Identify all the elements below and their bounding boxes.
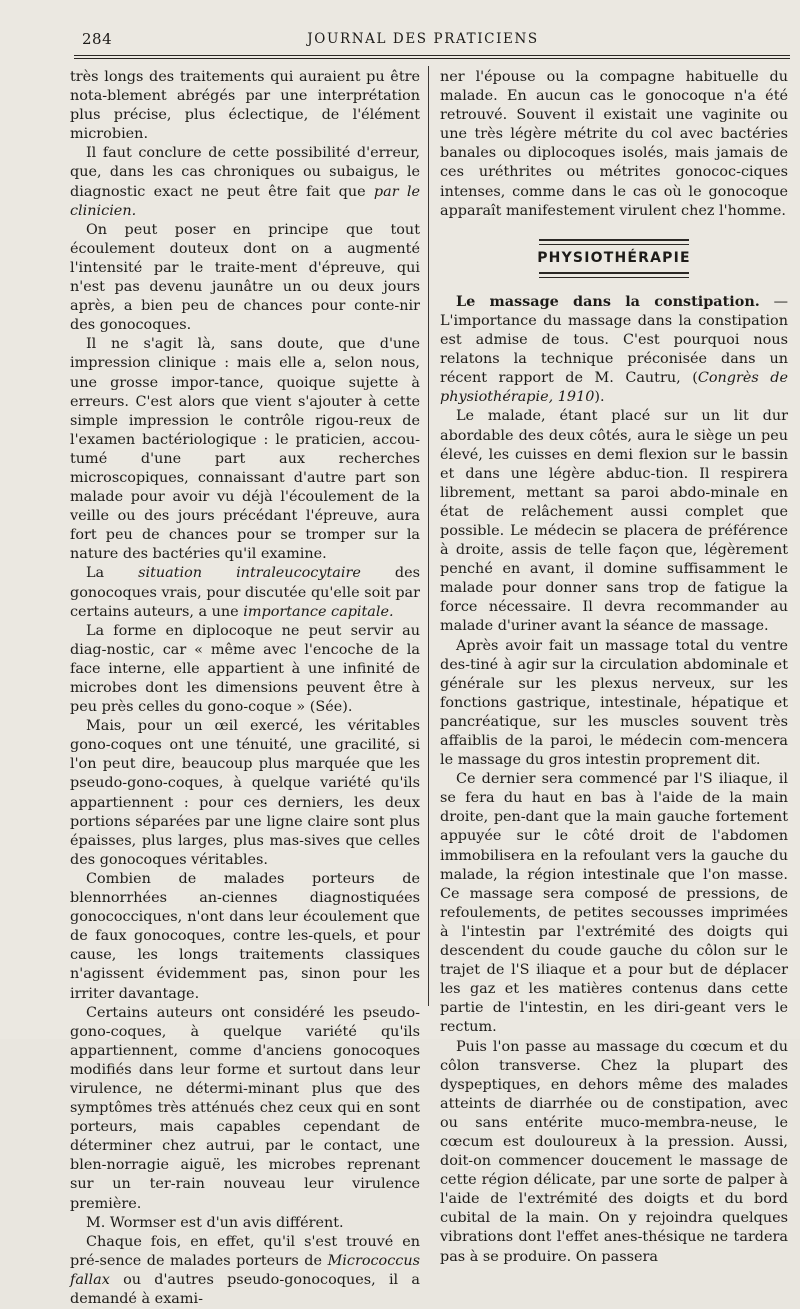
- italic-text: Congrès de physiothérapie, 1910: [440, 370, 788, 406]
- left-column: [70, 68, 420, 1309]
- paragraph: Après avoir fait un massage total du ventre des-tiné à agir sur la circulation abdominale et générale sur les plexus nerveux, sur les fonctions gastrique, intestinale, hépatique et pancréatique, sur les muscles souvent très affaiblis de la paroi, le médecin com-mencera le massage du gros intestin proprement dit.: [440, 637, 788, 769]
- paragraph: Ce dernier sera commencé par l'S iliaque, il se fera du haut en bas à l'aide de la main droite, pen-dant que la main gauche fortement appuyée sur le côté droit de l'abdomen immobilisera en la refoulant vers la gauche du malade, la région intestinale que l'on masse. Ce massage sera composé de pressions, de refoulements, de petites secousses imprimées à l'intestin par l'extrémité des doigts qui descendent du coude gauche du côlon sur le trajet de l'S iliaque et a pour but de déplacer les gaz et les matières contenus dans cette partie de l'intestin, en les diri-geant vers le rectum.: [440, 771, 788, 1036]
- paragraph: Combien de malades porteurs de blennorrhées an-ciennes diagnostiquées gonococciques, n'ont dans leur écoulement que de faux gonocoques, contre les-quels, et pour cause, les longs traitements classiques n'agissent évidemment pas, sinon pour les irriter davantage.: [70, 870, 420, 1002]
- text-run: — L'importance du massage dans la constipation est admise de tous. C'est pourquoi nous relatons la technique préconisée dans un récent rapport de M. Cautru, (: [440, 293, 789, 387]
- paragraph: [70, 144, 420, 220]
- right-column: [440, 68, 788, 1267]
- paragraph: ner l'épouse ou la compagne habituelle du malade. En aucun cas le gonocoque n'a été retrouvé. Souvent il existait une vaginite ou une très légère métrite du col avec bactéries banales ou diplocoques isolés, mais jamais de ces uréthrites ou métrites gonococ-ciques intenses, comme dans le cas où le gonocoque apparaît manifestement virulent chez l'homme.: [440, 69, 788, 219]
- italic-text: Micrococcus fallax: [70, 1252, 420, 1288]
- italic-text: situation intraleucocytaire: [138, 565, 361, 582]
- section-heading: [440, 239, 788, 278]
- heading-rule-bottom: [539, 272, 689, 278]
- paragraph: Certains auteurs ont considéré les pseudo-gono-coques, à quelque variété qu'ils appartiennent, comme d'anciens gonocoques modifiés dans leur forme et surtout dans leur virulence, ne détermi-minant plus que des symptômes très atténués chez ceux qui en sont porteurs, mais capables cependant de déterminer chez autrui, par le contact, une blen-norragie aiguë, les microbes reprenant sur un ter-rain nouveau leur virulence première.: [70, 1004, 420, 1212]
- running-head: JOURNAL DES PRATICIENS: [307, 31, 539, 47]
- paragraph: Puis l'on passe au massage du cœcum et du côlon transverse. Chez la plupart des dyspeptiques, en dehors même des malades atteints de diarrhée ou de constipation, avec ou sans entérite muco-membra-neuse, le cœcum est douloureux à la pression. Aussi, doit-on commencer doucement le massage de cette région délicate, par une sorte de palper à l'aide de l'extrémité des doigts et du bord cubital de la main. On y rejoindra quelques vibrations dont l'effet anes-thésique ne tardera pas à se produire. On passera: [440, 1038, 788, 1265]
- text-run: des gonocoques vrais, pour discutée qu'elle soit par certains auteurs, a une: [70, 565, 420, 620]
- italic-text: par le clinicien.: [70, 183, 420, 219]
- paragraph: M. Wormser est d'un avis différent.: [86, 1214, 344, 1231]
- paragraph: [70, 564, 420, 621]
- text-run: La: [86, 565, 139, 582]
- text-run: ).: [594, 389, 605, 406]
- page-number: 284: [82, 30, 113, 48]
- paragraph: Le malade, étant placé sur un lit dur abordable des deux côtés, aura le siège un peu élevé, les cuisses en demi flexion sur le bassin et dans une légère abduc-tion. Il respirera librement, mettant sa paroi abdo-minale en état de relâchement aussi complet que possible. Le médecin se placera de préférence à droite, assis de telle façon que, légèrement penché en avant, il domine suffisamment le malade pour donner sans trop de fatigue la force nécessaire. Il devra recommander au malade d'uriner avant la séance de massage.: [440, 408, 788, 635]
- text-run: Chaque fois, en effet, qu'il s'est trouvé en pré-sence de malades porteurs de: [70, 1233, 420, 1269]
- article-lead: Le massage dans la constipation.: [456, 292, 760, 310]
- paragraph: Mais, pour un œil exercé, les véritables gono-coques ont une ténuité, une gracilité, si l'on peut dire, beaucoup plus marquée que les pseudo-gono-coques, à quelque variété qu'ils appartiennent : pour ces derniers, les deux portions séparées par une ligne claire sont plus épaisses, plus larges, plus mas-sives que celles des gonocoques véritables.: [70, 718, 420, 868]
- paragraph: On peut poser en principe que tout écoulement douteux dont on a augmenté l'intensité par le traite-ment d'épreuve, qui n'est pas devenu jaunâtre un ou deux jours après, a bien peu de chances pour conte-nir des gonocoques.: [70, 221, 420, 334]
- italic-text: importance capitale.: [243, 603, 394, 620]
- paragraph: très longs des traitements qui auraient pu être nota-blement abrégés par une interprétation plus précise, plus éclectique, de l'élément microbien.: [70, 69, 420, 143]
- text-run: ou d'autres pseudo-gonocoques, il a demandé à exami-: [70, 1271, 420, 1307]
- column-divider: [428, 66, 429, 1006]
- header-rule: [74, 55, 790, 59]
- heading-rule-top: [539, 239, 689, 245]
- paragraph: [440, 292, 788, 408]
- text-run: Il faut conclure de cette possibilité d'erreur, que, dans les cas chroniques ou subaigus, le diagnostic exact ne peut être fait que: [70, 145, 420, 200]
- paragraph: Il ne s'agit là, sans doute, que d'une impression clinique : mais elle a, selon nous, une grosse impor-tance, quoique sujette à erreurs. C'est alors que vient s'ajouter à cette simple impression le contrôle rigou-reux de l'examen bactériologique : le praticien, accou-tumé d'une part aux recherches microscopiques, connaissant d'autre part son malade pour avoir vu déjà l'écoulement de la veille ou des jours précédant l'épreuve, aura fort peu de chances pour se tromper sur la nature des bactéries qu'il examine.: [70, 336, 420, 563]
- section-title: PHYSIOTHÉRAPIE: [537, 249, 691, 266]
- page-header: [60, 30, 786, 52]
- paragraph: [70, 1233, 420, 1309]
- paragraph: La forme en diplocoque ne peut servir au diag-nostic, car « même avec l'encoche de la face interne, elle appartient à une infinité de microbes dont les dimensions peuvent être à peu près celles du gono-coque » (Sée).: [70, 622, 420, 716]
